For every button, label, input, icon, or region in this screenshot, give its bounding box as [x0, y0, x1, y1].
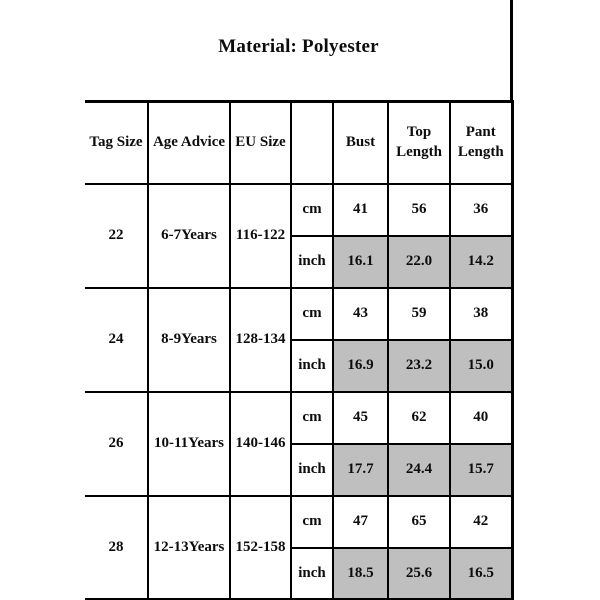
bust-cm-value: 47 — [333, 496, 388, 548]
age-advice-cell: 12-13Years — [148, 496, 230, 600]
table-row — [85, 392, 512, 444]
eu-size-cell: 116-122 — [230, 184, 291, 288]
bust-inch-value: 16.1 — [333, 236, 388, 288]
header-pant-length: Pant Length — [450, 102, 512, 184]
top-length-cm-value: 62 — [388, 392, 450, 444]
pant-length-cm-value: 36 — [450, 184, 512, 236]
top-length-cm-value: 59 — [388, 288, 450, 340]
eu-size-cell: 128-134 — [230, 288, 291, 392]
pant-length-cm-value: 40 — [450, 392, 512, 444]
table-row — [85, 496, 512, 548]
header-row — [85, 102, 512, 184]
pant-length-inch-value: 15.0 — [450, 340, 512, 392]
top-length-inch-value: 24.4 — [388, 444, 450, 496]
title-right-rule — [510, 0, 513, 102]
bust-inch-value: 16.9 — [333, 340, 388, 392]
header-bust: Bust — [333, 102, 388, 184]
top-length-inch-value: 23.2 — [388, 340, 450, 392]
unit-cm-cell: cm — [291, 288, 333, 340]
top-length-cm-value: 56 — [388, 184, 450, 236]
unit-inch-cell: inch — [291, 444, 333, 496]
age-advice-cell: 8-9Years — [148, 288, 230, 392]
bust-cm-value: 43 — [333, 288, 388, 340]
tag-size-cell: 22 — [85, 184, 148, 288]
pant-length-inch-value: 16.5 — [450, 548, 512, 600]
unit-cm-cell: cm — [291, 392, 333, 444]
top-length-inch-value: 25.6 — [388, 548, 450, 600]
size-chart-table — [85, 100, 514, 600]
age-advice-cell: 10-11Years — [148, 392, 230, 496]
table-row — [85, 288, 512, 340]
eu-size-cell: 152-158 — [230, 496, 291, 600]
tag-size-cell: 24 — [85, 288, 148, 392]
pant-length-inch-value: 15.7 — [450, 444, 512, 496]
bust-cm-value: 41 — [333, 184, 388, 236]
eu-size-cell: 140-146 — [230, 392, 291, 496]
age-advice-cell: 6-7Years — [148, 184, 230, 288]
material-title: Material: Polyester — [218, 36, 379, 57]
header-tag-size: Tag Size — [85, 102, 148, 184]
header-age-advice: Age Advice — [148, 102, 230, 184]
bust-inch-value: 18.5 — [333, 548, 388, 600]
header-top-length: Top Length — [388, 102, 450, 184]
pant-length-cm-value: 38 — [450, 288, 512, 340]
pant-length-inch-value: 14.2 — [450, 236, 512, 288]
header-eu-size: EU Size — [230, 102, 291, 184]
tag-size-cell: 28 — [85, 496, 148, 600]
unit-inch-cell: inch — [291, 548, 333, 600]
bust-inch-value: 17.7 — [333, 444, 388, 496]
top-length-cm-value: 65 — [388, 496, 450, 548]
unit-inch-cell: inch — [291, 236, 333, 288]
top-length-inch-value: 22.0 — [388, 236, 450, 288]
pant-length-cm-value: 42 — [450, 496, 512, 548]
unit-inch-cell: inch — [291, 340, 333, 392]
tag-size-cell: 26 — [85, 392, 148, 496]
header-unit — [291, 102, 333, 184]
unit-cm-cell: cm — [291, 184, 333, 236]
bust-cm-value: 45 — [333, 392, 388, 444]
table-row — [85, 184, 512, 236]
unit-cm-cell: cm — [291, 496, 333, 548]
